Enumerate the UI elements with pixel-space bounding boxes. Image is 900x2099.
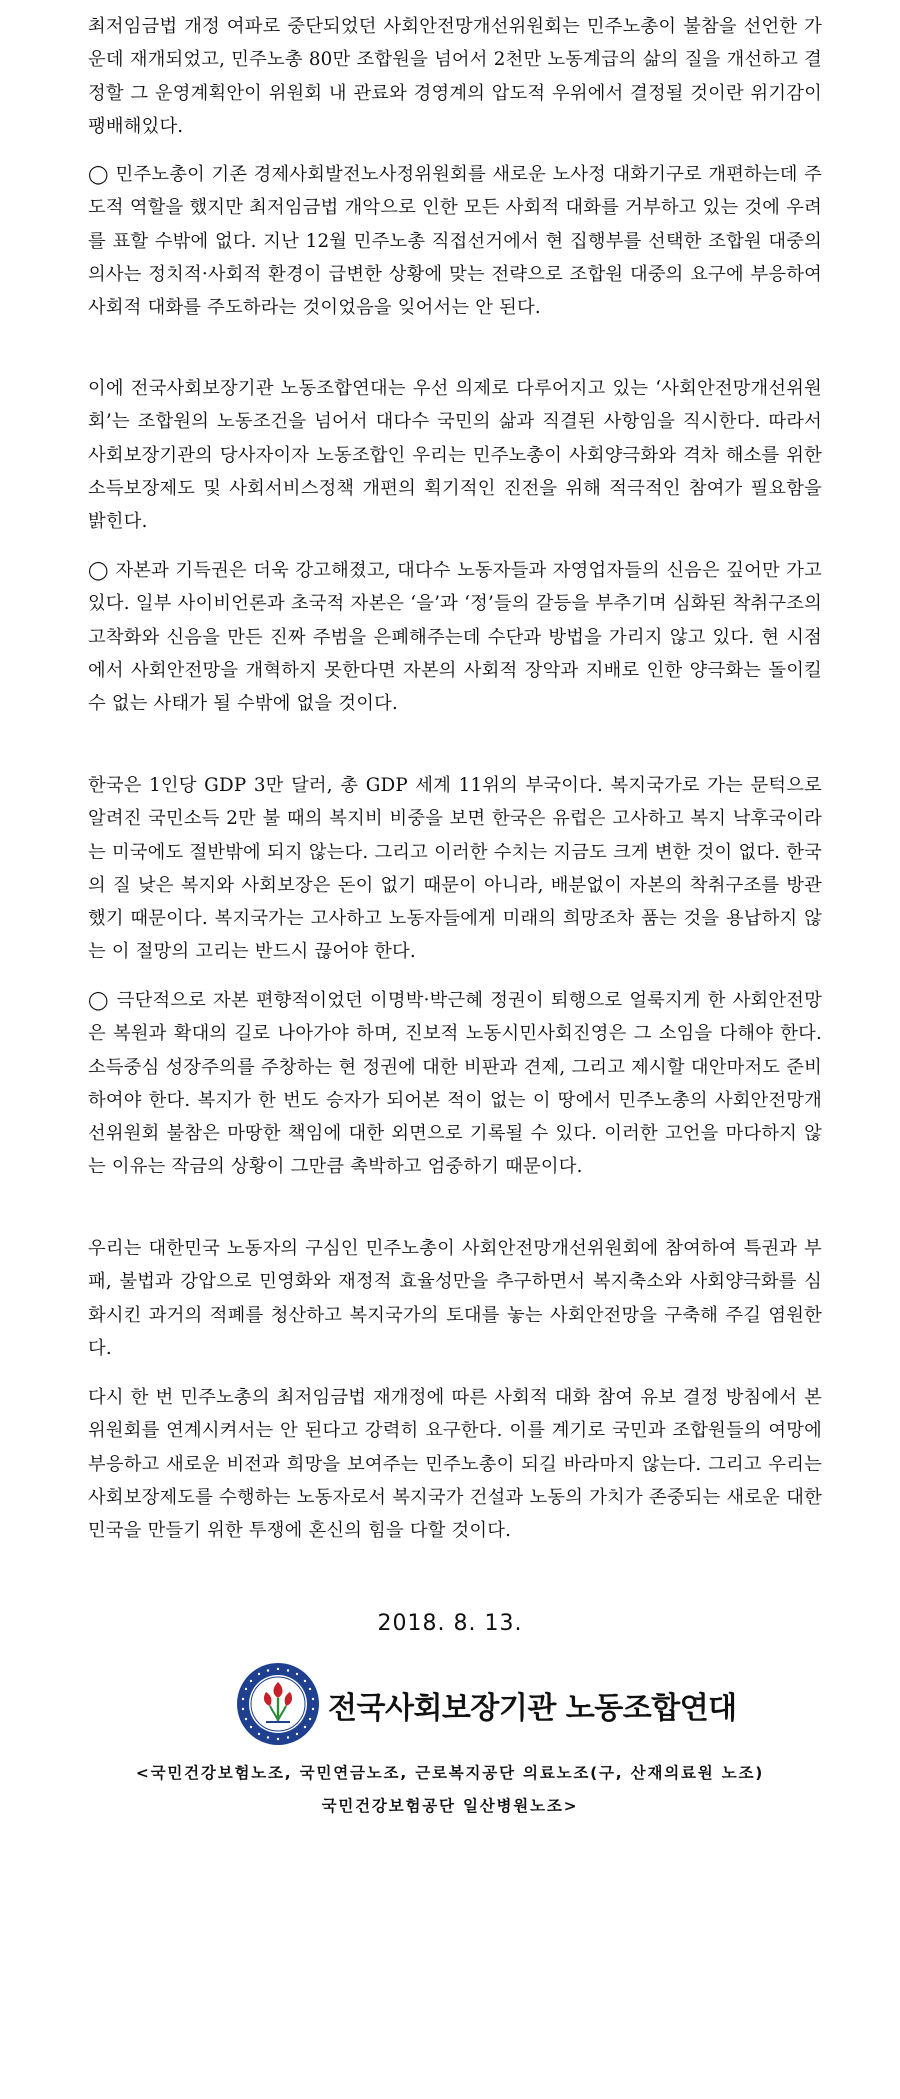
paragraph-3: 이에 전국사회보장기관 노동조합연대는 우선 의제로 다루어지고 있는 ‘사회안전망개선위원회’는 조합원의 노동조건을 넘어서 대다수 국민의 삶과 직결된 사항임을 직시한다. 따라서 사회보장기관의 당사자이자 노동조합인 우리는 민주노총이 사회양극화와 격차 해소를 위한 소득보장제도 및 사회서비스정책 개편의 획기적인 진전을 위해 적극적인 참여가 필요함을 밝힌다. xyxy=(88,378,822,533)
union-seal-logo xyxy=(236,1662,320,1746)
paragraph-1: 최저임금법 개정 여파로 중단되었던 사회안전망개선위원회는 민주노총이 불참을 선언한 가운데 재개되었고, 민주노총 80만 조합원을 넘어서 2천만 노동계급의 삶의 질을 개선하고 결정할 그 운영계획안이 위원회 내 관료와 경영계의 압도적 우위에서 결정될 것이란 위기감이 팽배해있다. xyxy=(88,16,822,137)
member-unions-line-1: <국민건강보험노조, 국민연금노조, 근로복지공단 의료노조(구, 산재의료원 노조) xyxy=(135,1764,765,1782)
paragraph-2: ◯ 민주노총이 기존 경제사회발전노사정위원회를 새로운 노사정 대화기구로 개편하는데 주도적 역할을 했지만 최저임금법 개악으로 인한 모든 사회적 대화를 거부하고 있는 것에 우려를 표할 수밖에 없다. 지난 12월 민주노총 직접선거에서 현 집행부를 선택한 조합원 대중의 의사는 정치적·사회적 환경이 급변한 상황에 맞는 전략으로 조합원 대중의 요구에 부응하여 사회적 대화를 주도하라는 것이었음을 잊어서는 안 된다. xyxy=(88,164,822,319)
paragraph-7: 우리는 대한민국 노동자의 구심인 민주노총이 사회안전망개선위원회에 참여하여 특권과 부패, 불법과 강압으로 민영화와 재정적 효율성만을 추구하면서 복지축소와 사회양극화를 심화시킨 과거의 적폐를 청산하고 복지국가의 토대를 놓는 사회안전망을 구축해 주길 염원한다. xyxy=(88,1238,822,1359)
paragraph-8: 다시 한 번 민주노총의 최저임금법 재개정에 따른 사회적 대화 참여 유보 결정 방침에서 본 위원회를 연계시켜서는 안 된다고 강력히 요구한다. 이를 계기로 국민과 조합원들의 여망에 부응하고 새로운 비전과 희망을 보여주는 민주노총이 되길 바라마지 않는다. 그리고 우리는 사회보장제도를 수행하는 노동자로서 복지국가 건설과 노동의 가치가 존중되는 새로운 대한민국을 만들기 위한 투쟁에 혼신의 힘을 다할 것이다. xyxy=(88,1387,822,1542)
paragraph-6: ◯ 극단적으로 자본 편향적이었던 이명박·박근혜 정권이 퇴행으로 얼룩지게 한 사회안전망은 복원과 확대의 길로 나아가야 하며, 진보적 노동시민사회진영은 그 소임을 다해야 한다. 소득중심 성장주의를 주창하는 현 정권에 대한 비판과 견제, 그리고 제시할 대안마저도 준비하여야 한다. 복지가 한 번도 승자가 되어본 적이 없는 이 땅에서 민주노총의 사회안전망개선위원회 불참은 마땅한 책임에 대한 외면으로 기록될 수 있다. 이러한 고언을 마다하지 않는 이유는 작금의 상황이 그만큼 촉박하고 엄중하기 때문이다. xyxy=(88,990,822,1178)
organization-name: 전국사회보장기관 노동조합연대 xyxy=(328,1691,737,1726)
paragraph-4: ◯ 자본과 기득권은 더욱 강고해졌고, 대다수 노동자들과 자영업자들의 신음은 깊어만 가고 있다. 일부 사이비언론과 초국적 자본은 ‘을’과 ‘정’들의 갈등을 부추기며 심화된 착취구조의 고착화와 신음을 만든 진짜 주범을 은폐해주는데 수단과 방법을 가리지 않고 있다. 현 시점에서 사회안전망을 개혁하지 못한다면 자본의 사회적 장악과 지배로 인한 양극화는 돌이킬 수 없는 사태가 될 수밖에 없을 것이다. xyxy=(88,560,822,715)
paragraph-5: 한국은 1인당 GDP 3만 달러, 총 GDP 세계 11위의 부국이다. 복지국가로 가는 문턱으로 알려진 국민소득 2만 불 때의 복지비 비중을 보면 한국은 유럽은 고사하고 복지 낙후국이라는 미국에도 절반밖에 되지 않는다. 그리고 이러한 수치는 지금도 크게 변한 것이 없다. 한국의 질 낮은 복지와 사회보장은 돈이 없기 때문이 아니라, 배분없이 자본의 착취구조를 방관했기 때문이다. 복지국가는 고사하고 노동자들에게 미래의 희망조차 품는 것을 용납하지 않는 이 절망의 고리는 반드시 끊어야 한다. xyxy=(88,775,822,963)
document-date: 2018. 8. 13. xyxy=(377,1611,523,1636)
member-unions-line-2: 국민건강보험공단 일산병원노조> xyxy=(321,1797,579,1815)
